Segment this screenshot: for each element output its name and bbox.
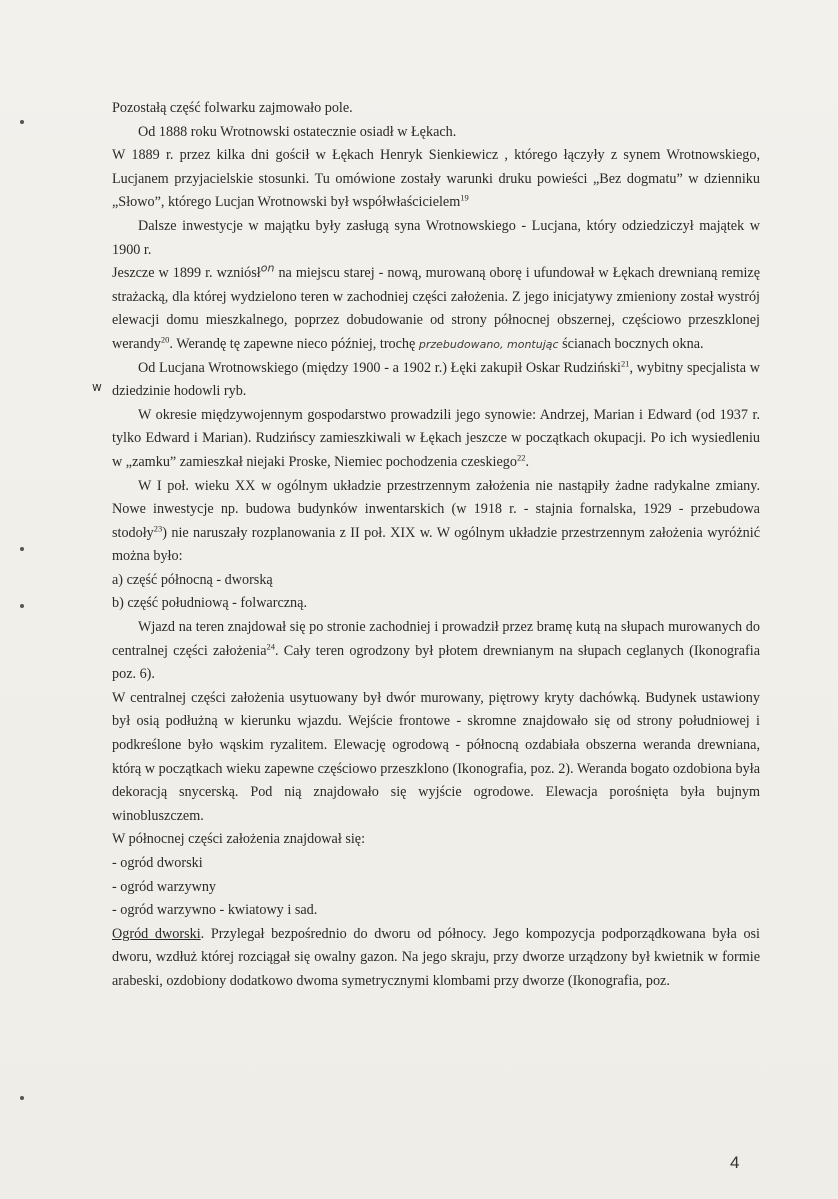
scan-mark	[20, 120, 24, 124]
paragraph: W I poł. wieku XX w ogólnym układzie przestrzennym założenia nie nastąpiły żadne radykalne zmiany. Nowe inwestycje np. budowa budynków inwentarskich (w 1918 r. - stajnia fornalska, 1929 - przebudowa stodoły$^{23}$) nie naruszały rozplanowania z II poł. XIX w. W ogólnym układzie przestrzennym założenia wyróżnić można było:	[112, 477, 760, 565]
paragraph: W okresie międzywojennym gospodarstwo prowadzili jego synowie: Andrzej, Marian i Edward (od 1937 r. tylko Edward i Marian). Rudzińscy zamieszkiwali w Łękach jeszcze w początkach okupacji. Po ich wysiedleniu w „zamku” zamieszkał niejaki Proske, Niemiec pochodzenia czeskiego$^{22}$.	[112, 406, 760, 470]
footnote-ref: 23	[153, 522, 163, 533]
list-item: - ogród warzywno - kwiatowy i sad.	[112, 902, 318, 919]
list-item: - ogród dworski	[112, 855, 203, 871]
section-heading: Ogród dworski	[112, 925, 201, 942]
footnote-ref: 20	[160, 334, 170, 345]
scan-mark	[20, 1096, 24, 1100]
footnote-ref: 22	[516, 452, 526, 463]
paragraph: Od Lucjana Wrotnowskiego (między 1900 - a 1902 r.) Łęki zakupił Oskar Rudziński$^{21}$, wybitny specjalista w dziedzinie hodowli ryb.	[112, 357, 760, 400]
list-item: a) część północną - dworską	[112, 571, 273, 588]
handwritten-correction: przebudowano, montując	[418, 337, 559, 351]
paragraph: Wjazd na teren znajdował się po stronie zachodniej i prowadził przez bramę kutą na słupach murowanych do centralnej części założenia$^{24}$. Cały teren ogrodzony był płotem drewnianym na słupach ceglanych (Ikonografia poz. 6).	[112, 619, 761, 683]
page-number: 4	[730, 1153, 740, 1172]
paragraph: W północnej części założenia znajdował się:	[112, 831, 366, 848]
paragraph: Od 1888 roku Wrotnowski ostatecznie osiadł w Łękach.	[138, 123, 457, 140]
paragraph: Ogród dworski. Przylegał bezpośrednio do dworu od północy. Jego kompozycja podporządkowana była osi dworu, wzdłuż której rozciągał się owalny gazon. Na jego skraju, przy dworze urządzony był kwietnik w formie arabeski, ozdobiony dodatkowo dwoma symetrycznymi klombami przy dworze (Ikonografia, poz.	[112, 925, 760, 989]
footnote-ref: 21	[620, 357, 630, 368]
list-item: - ogród warzywny	[112, 878, 217, 895]
scan-mark	[20, 604, 24, 608]
list-item: b) część południową - folwarczną.	[112, 595, 307, 612]
document-body	[112, 97, 760, 994]
footnote-ref: 19	[460, 192, 469, 203]
footnote-ref: 24	[266, 640, 276, 651]
scan-mark	[20, 547, 24, 551]
handwritten-insert: on	[260, 261, 275, 275]
paragraph: Jeszcze w 1899 r. wzniósł$^{on}$ na miejscu starej - nową, murowaną oborę i ufundował w Łękach drewnianą remizę strażacką, dla której wydzielono teren w zachodniej części założenia. Z jego inicjatywy zmieniony został wystrój elewacji domu mieszkalnego, poprzez dobudowanie od strony północnej obszernej, częściowo przeszklonej werandy$^{20}$. Werandę tę zapewne nieco później, trochę przebudowano, montując ścianach bocznych okna.	[112, 261, 761, 352]
margin-handwritten-w: w	[92, 380, 102, 394]
paragraph: W centralnej części założenia usytuowany był dwór murowany, piętrowy kryty dachówką. Budynek ustawiony był osią podłużną w kierunku wjazdu. Wejście frontowe - skromne znajdowało się od strony południowej i podkreślone było wąskim ryzalitem. Elewację ogrodową - północną ozdabiała obszerna weranda drewniana, którą w początkach wieku zapewne częściowo przeszklono (Ikonografia, poz. 2). Weranda bogato ozdobiona była dekoracją snycerską. Pod nią znajdowało się wyjście ogrodowe. Elewacja porośnięta była bujnym winobluszczem.	[112, 689, 760, 824]
paragraph: Dalsze inwestycje w majątku były zasługą syna Wrotnowskiego - Lucjana, który odziedziczył majątek w 1900 r.	[112, 217, 760, 258]
paragraph: Pozostałą część folwarku zajmowało pole.	[112, 100, 353, 116]
paragraph: W 1889 r. przez kilka dni gościł w Łękach Henryk Sienkiewicz , którego łączyły z synem Wrotnowskiego, Lucjanem przyjacielskie stosunki. Tu omówione zostały warunki druku powieści „Bez dogmatu” w dzienniku „Słowo”, którego Lucjan Wrotnowski był współwłaścicielem$^{19}$	[112, 147, 760, 211]
